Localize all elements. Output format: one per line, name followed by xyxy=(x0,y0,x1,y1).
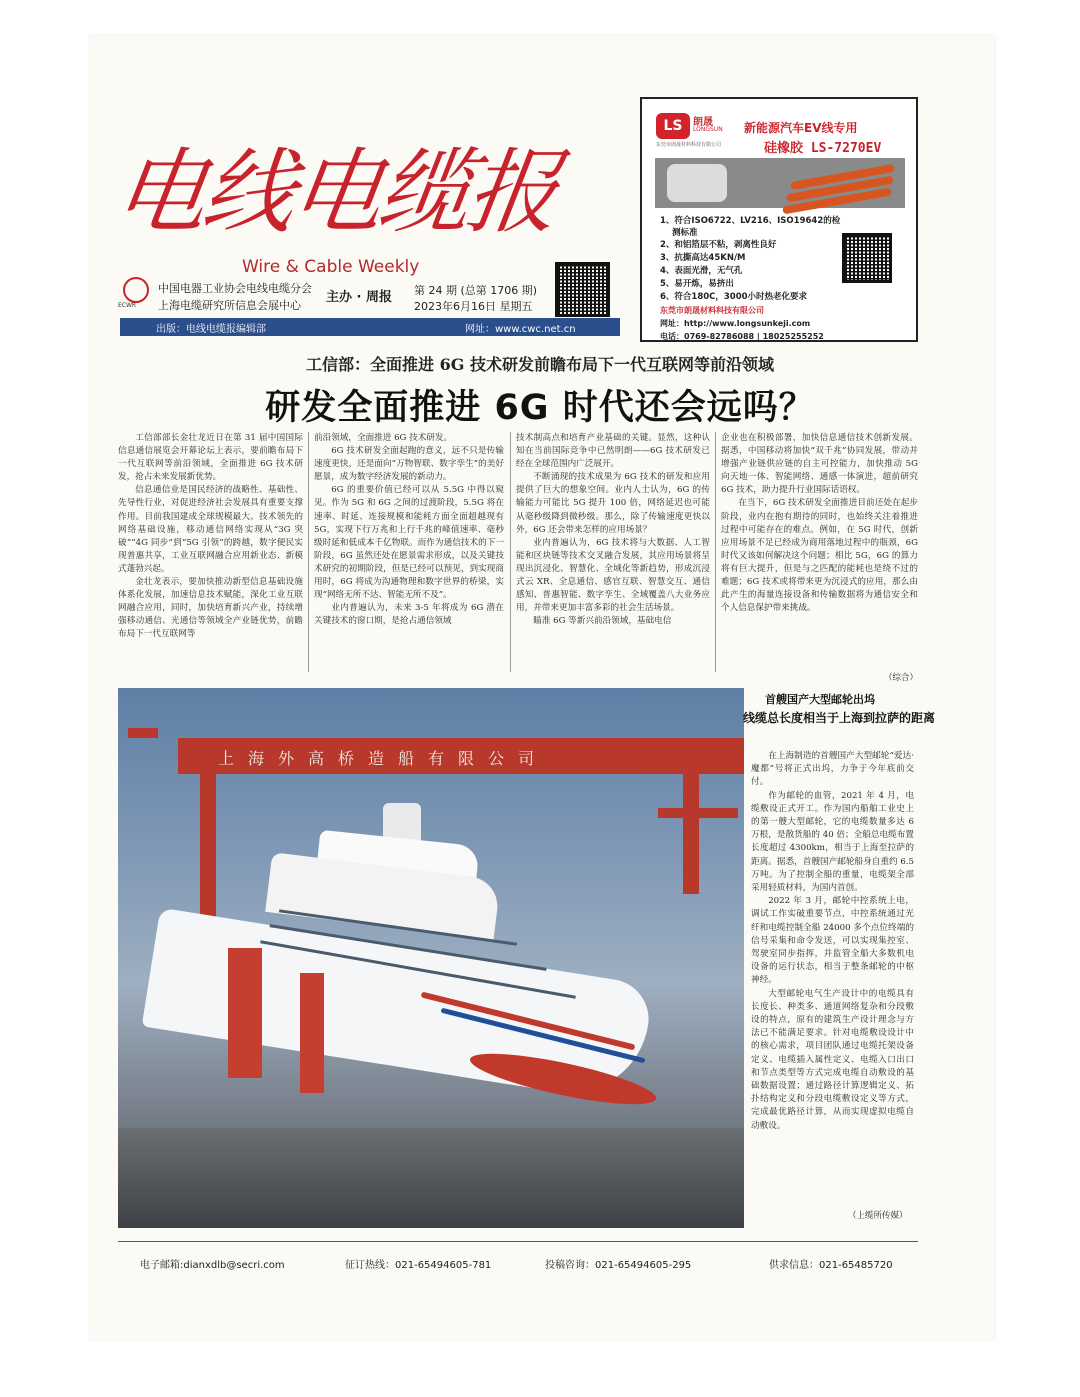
masthead-title: 电线电缆报 xyxy=(107,139,563,246)
article-column-1 xyxy=(118,432,303,642)
article-column-4 xyxy=(721,432,918,615)
paragraph: 业内普遍认为，未来 3-5 年将成为 6G 潜在关键技术的窗口期，是抢占通信领域 xyxy=(314,603,504,627)
ad-brand-en: LONGSUN xyxy=(693,126,723,133)
masthead-english-title: Wire & Cable Weekly xyxy=(242,257,420,277)
crane-arm xyxy=(658,808,738,818)
footer-supply: 供求信息：021-65485720 xyxy=(769,1260,893,1271)
paragraph: 金壮龙表示，要加快推动新型信息基础设施体系化发展，加速信息技术赋能，深化工业互联网融合应用，同时，加快培育新兴产业，持续增强移动通信、光通信等领域全产业链优势，前瞻布局下一代互联网等 xyxy=(118,577,303,640)
column-divider xyxy=(308,432,309,672)
website-text: 网址：www.cwc.net.cn xyxy=(465,324,576,335)
footer-rule xyxy=(118,1241,918,1242)
crane-leg xyxy=(200,774,216,924)
sidebar-article-body xyxy=(751,750,914,1133)
article-column-2 xyxy=(314,432,504,628)
sidebar-title-2: 线缆总长度相当于上海到拉萨的距离 xyxy=(743,711,936,725)
paragraph: 工信部部长金壮龙近日在第 31 届中国国际信息通信展览会开幕论坛上表示，要前瞻布局下一代互联网等前沿领域，全面推进 6G 技术研发，抢占未来发展新优势。 xyxy=(118,433,303,483)
article-source: （综合） xyxy=(884,673,919,683)
ad-company-small: 东莞市朗晟材料科技有限公司 xyxy=(656,142,722,148)
ad-headline-2: 硅橡胶 LS-7270EV xyxy=(764,141,882,156)
paragraph: 6G 的重要价值已经可以从 5.5G 中得以窥见。作为 5G 和 6G 之间的过渡阶段，5.5G 将在速率、时延、连接规模和能耗方面全面超越现有 5G，实现下行万兆和上行千兆的峰值速率、毫秒级时延和低成本千亿物联。而作为通信技术的下一阶段，6G 虽然还处在愿景需求形成，以及关键技术研究的初期阶段，但是已经可以预见，到实现商用时，6G 将成为沟通物理和数字世界的桥梁，实现“网络无所不达、智能无所不及”。 xyxy=(314,485,504,601)
org-logo-icon xyxy=(123,277,149,303)
ad-phone: 电话：0769-82786088 | 18025255252 xyxy=(660,332,824,341)
ad-headline-1: 新能源汽车EV线专用 xyxy=(744,121,858,135)
paragraph: 瞄准 6G 等新兴前沿领域，基础电信 xyxy=(533,616,672,627)
column-divider xyxy=(715,432,716,672)
ad-feature: 测标准 xyxy=(672,228,698,238)
organizer-2: 上海电缆研究所信息会展中心 xyxy=(158,299,301,312)
crane-sign: 上海外高桥造船有限公司 xyxy=(218,749,549,768)
paragraph: 大型邮轮电气生产设计中的电缆具有长度长、种类多、通道网络复杂和分段敷设的特点，原有的建筑生产设计理念与方法已不能满足要求。针对电缆敷设设计中的核心需求，项目团队通过电缆托架设备定义、电缆插入属性定义、电缆入口出口和节点类型等方式完成电缆自动敷设的基础数据设置；通过路径计算逻辑定义、拓扑结构定义和分段电缆敷设定义等方式，完成最优路径计算，从而实现虚拟电缆自动敷设。 xyxy=(751,988,914,1131)
column-divider xyxy=(510,432,511,672)
silicone-pad-image xyxy=(667,164,727,202)
paragraph: 不断涌现的技术成果为 6G 技术的研发和应用提供了巨大的想象空间。业内人士认为，6G 的传输能力可能比 5G 提升 100 倍，网络延迟也可能从毫秒级降到微秒级。那么，除了传输速度更快以外，6G 还会带来怎样的应用场景？ xyxy=(516,472,710,535)
footer-submission: 投稿咨询：021-65494605-295 xyxy=(545,1260,692,1271)
qr-code-icon xyxy=(555,262,610,317)
ad-company: 东莞市朗晟材料科技有限公司 xyxy=(660,306,764,315)
article-subhead: 工信部：全面推进 6G 技术研发前瞻布局下一代互联网等前沿领域 xyxy=(306,355,774,374)
crane-arm xyxy=(128,728,158,738)
dock-floor xyxy=(118,1128,744,1228)
ad-qr-code-icon xyxy=(842,233,892,283)
host-label: 主办 · 周报 xyxy=(326,290,392,305)
scaffold-tower xyxy=(228,948,262,1078)
paragraph: 6G 技术研发全面起跑的意义，远不只是传输速度更快，还是面向“万物智联、数字孪生”的美好愿景，成为数字经济发展的新动力。 xyxy=(314,446,504,483)
ad-feature: 1、符合ISO6722、LV216、ISO19642的检 xyxy=(660,216,841,226)
publisher-bar xyxy=(120,318,620,336)
footer-subscribe: 征订热线：021-65494605-781 xyxy=(345,1260,492,1271)
ad-feature: 3、抗撕高达45KN/M xyxy=(660,253,746,263)
sidebar-source: （上缆所传媒） xyxy=(848,1211,908,1221)
cruise-ship-photo xyxy=(118,688,744,1228)
issue-number: 第 24 期 (总第 1706 期) xyxy=(414,284,538,297)
paragraph: 企业也在积极部署，加快信息通信技术创新发展。据悉，中国移动将加快“双千兆”协同发展，带动并增强产业链供应链的自主可控能力，加快推动 5G 向天地一体、智能网络、通感一体演进，超前研究 6G 技术，助力提升行业国际话语权。 xyxy=(721,433,918,496)
ad-feature: 2、和铝箔层不粘，剥离性良好 xyxy=(660,240,777,250)
issue-date: 2023年6月16日 星期五 xyxy=(414,300,533,313)
footer-email: 电子邮箱:dianxdlb@secri.com xyxy=(140,1260,285,1271)
paragraph: 技术制高点和培育产业基础的关键。显然，这种认知在当前国际竞争中已然明朗——6G 技术研发已经在全球范围内广泛展开。 xyxy=(516,433,710,470)
scaffold-tower xyxy=(300,973,324,1093)
ad-feature: 6、符合180C，3000小时热老化要求 xyxy=(660,292,808,302)
sidebar-title-1: 首艘国产大型邮轮出坞 xyxy=(765,693,875,706)
paragraph: 2022 年 3 月，邮轮中控系统上电，调试工作实破重要节点，中控系统通过光纤和电缆控制全船 24000 多个点位终端的信号采集和命令发送，可以实现集控室、驾驶室同步指挥，并监管全船大多数机电设备的运行状态，相当于整条邮轮的中枢神经。 xyxy=(751,896,914,986)
paragraph: 在当下，6G 技术研发全面推进目前还处在起步阶段，业内在抱有期待的同时，也始终关注着推进过程中可能存在的难点。例如，在 5G 时代，创新应用场景不足已经成为商用落地过程中的瓶颈，6G 时代又该如何解决这个问题；相比 5G，6G 的算力将有巨大提升，但是与之匹配的能耗也是绕不过的难题；6G 技术或将带来更为沉浸式的应用，那么由此产生的海量连接设备和传输数据将为通信安全和个人信息保护带来挑战。 xyxy=(721,498,918,614)
publisher-text: 出版：电线电缆报编辑部 xyxy=(156,324,266,335)
ad-url: 网址：http://www.longsunkeji.com xyxy=(660,319,811,328)
article-column-3 xyxy=(516,432,710,628)
org-logo-text: ECWR xyxy=(118,302,137,309)
brand-logo-icon: LS xyxy=(656,113,690,139)
paragraph: 作为邮轮的血管，2021 年 4 月，电缆敷设正式开工。作为国内船舶工业史上的第一艘大型邮轮，它的电缆数量多达 6 万根，是散货船的 40 倍；全船总电缆布置长度超过 4300km，相当于上海至拉萨的距离。据悉，首艘国产邮轮船身自重约 6.5 万吨。为了控制全船的重量，电缆架全部采用轻质材料，为国内首创。 xyxy=(751,790,914,894)
organizer-1: 中国电器工业协会电线电缆分会 xyxy=(158,282,312,295)
ad-feature: 5、易开炼，易挤出 xyxy=(660,279,734,289)
article-headline: 研发全面推进 6G 时代还会远吗？ xyxy=(265,388,815,428)
paragraph: 信息通信业是国民经济的战略性、基础性、先导性行业，对促进经济社会发展具有重要支撑作用。目前我国建成全球规模最大、技术领先的网络基础设施，移动通信网络实现从“3G 突破”“4G 同步”到“5G 引领”的跨越，数字便民实现普惠共享，工业互联网融合应用新业态、新模式蓬勃兴起。 xyxy=(118,485,303,574)
crane-leg xyxy=(683,774,699,894)
paragraph: 业内普遍认为，6G 技术将与大数据、人工智能和区块链等技术交叉融合发展，其应用场景将呈现出沉浸化、智慧化、全域化等新趋势，形成沉浸式云 XR、全息通信、感官互联、智慧交互、通信感知、普惠智能、数字孪生、全域覆盖八大业务应用，并带来更加丰富多彩的社会生活场景。 xyxy=(516,537,710,614)
ad-feature: 4、表面光滑，无气孔 xyxy=(660,266,743,276)
paragraph: 在上海制造的首艘国产大型邮轮“爱达·魔都”号将正式出坞，力争于今年底前交付。 xyxy=(751,751,914,788)
ad-brand: 朗晟 xyxy=(693,117,713,128)
paragraph: 前沿领域，全面推进 6G 技术研发。 xyxy=(314,433,453,443)
